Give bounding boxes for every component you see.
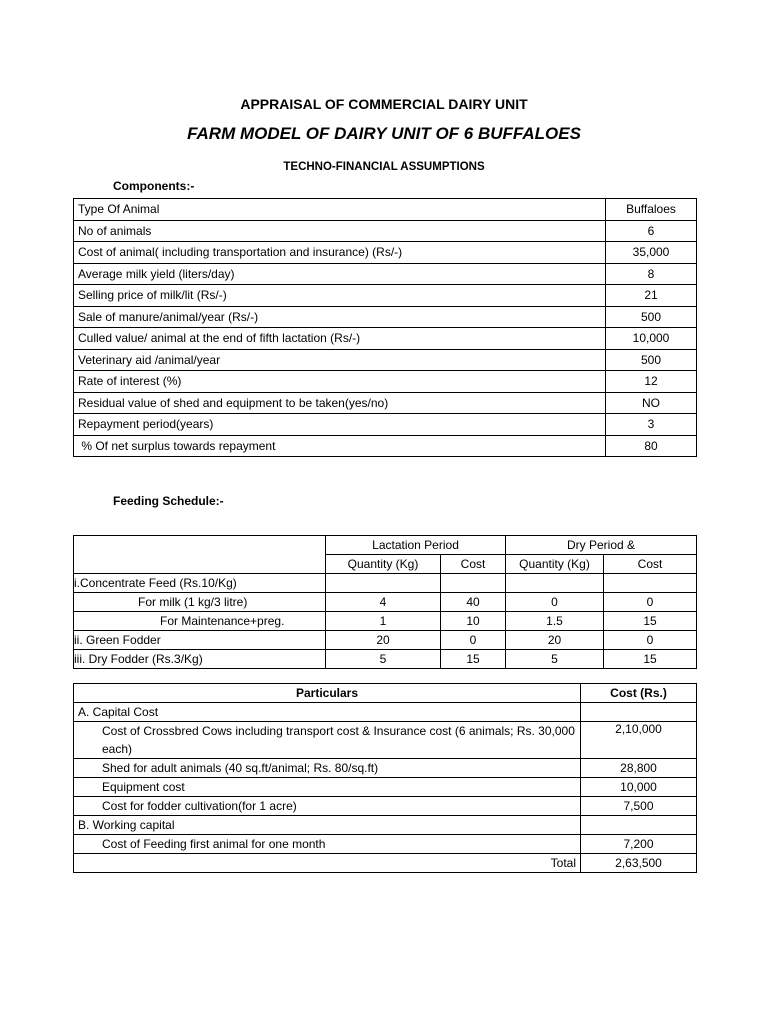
value-cell: 80 <box>606 435 697 457</box>
particular-cell: Cost for fodder cultivation(for 1 acre) <box>74 797 581 816</box>
param-cell: Culled value/ animal at the end of fifth lactation (Rs/-) <box>74 328 606 350</box>
cost-cell: 7,500 <box>581 797 697 816</box>
dry-cost-cell: 0 <box>604 593 697 612</box>
capital-cost-table <box>73 683 697 873</box>
table-header-row <box>74 199 697 221</box>
table-row <box>74 759 697 778</box>
particular-cell: Equipment cost <box>74 778 581 797</box>
value-cell: 10,000 <box>606 328 697 350</box>
value-cell: 500 <box>606 349 697 371</box>
table-row <box>74 574 697 593</box>
param-cell: Residual value of shed and equipment to be taken(yes/no) <box>74 392 606 414</box>
table-row <box>74 593 697 612</box>
table-header-row <box>74 684 697 703</box>
table-row <box>74 349 697 371</box>
assumptions-table <box>73 198 697 457</box>
empty-cell <box>581 703 697 722</box>
item-cell: iii. Dry Fodder (Rs.3/Kg) <box>74 650 326 669</box>
working-capital-label: B. Working capital <box>74 816 581 835</box>
table-row <box>74 263 697 285</box>
dry-cost-cell <box>604 574 697 593</box>
empty-cell <box>581 816 697 835</box>
value-cell: 3 <box>606 414 697 436</box>
lactation-cost-cell: 15 <box>441 650 506 669</box>
lactation-qty-cell <box>326 574 441 593</box>
table-row <box>74 835 697 854</box>
table-row <box>74 722 697 759</box>
table-row <box>74 650 697 669</box>
cost-header: Cost (Rs.) <box>581 684 697 703</box>
cost-cell: 10,000 <box>581 778 697 797</box>
value-cell: NO <box>606 392 697 414</box>
param-cell: % Of net surplus towards repayment <box>74 435 606 457</box>
param-cell: Repayment period(years) <box>74 414 606 436</box>
table-row <box>74 242 697 264</box>
document-title: APPRAISAL OF COMMERCIAL DAIRY UNIT <box>240 96 528 112</box>
total-value: 2,63,500 <box>581 854 697 873</box>
lactation-period-header: Lactation Period <box>326 536 506 555</box>
param-cell: Veterinary aid /animal/year <box>74 349 606 371</box>
total-label: Total <box>74 854 581 873</box>
empty-header-cell <box>74 536 326 574</box>
value-cell: 8 <box>606 263 697 285</box>
table-row <box>74 285 697 307</box>
lactation-qty-cell: 5 <box>326 650 441 669</box>
param-cell: Selling price of milk/lit (Rs/-) <box>74 285 606 307</box>
lactation-qty-cell: 1 <box>326 612 441 631</box>
cost-cell: 2,10,000 <box>581 722 697 759</box>
table-row <box>74 220 697 242</box>
lactation-qty-cell: 4 <box>326 593 441 612</box>
dry-qty-cell: 0 <box>506 593 604 612</box>
value-cell: 500 <box>606 306 697 328</box>
table-row <box>74 435 697 457</box>
item-cell: i.Concentrate Feed (Rs.10/Kg) <box>74 574 326 593</box>
lactation-cost-cell: 40 <box>441 593 506 612</box>
cost-header: Cost <box>441 555 506 574</box>
param-cell: Rate of interest (%) <box>74 371 606 393</box>
item-cell: For milk (1 kg/3 litre) <box>74 593 326 612</box>
value-cell: 12 <box>606 371 697 393</box>
dry-cost-cell: 15 <box>604 612 697 631</box>
table-row <box>74 414 697 436</box>
table-row <box>74 371 697 393</box>
quantity-header: Quantity (Kg) <box>506 555 604 574</box>
dry-period-header: Dry Period & <box>506 536 697 555</box>
quantity-header: Quantity (Kg) <box>326 555 441 574</box>
dry-qty-cell: 1.5 <box>506 612 604 631</box>
particulars-header: Particulars <box>74 684 581 703</box>
dry-cost-cell: 15 <box>604 650 697 669</box>
value-cell: 6 <box>606 220 697 242</box>
table-row <box>74 392 697 414</box>
param-cell: No of animals <box>74 220 606 242</box>
table-row <box>74 631 697 650</box>
dry-cost-cell: 0 <box>604 631 697 650</box>
table-row <box>74 797 697 816</box>
lactation-cost-cell: 0 <box>441 631 506 650</box>
capital-cost-label: A. Capital Cost <box>74 703 581 722</box>
dry-qty-cell <box>506 574 604 593</box>
dry-qty-cell: 5 <box>506 650 604 669</box>
lactation-cost-cell: 10 <box>441 612 506 631</box>
table-header-row <box>74 536 697 555</box>
table-row <box>74 306 697 328</box>
particular-cell: Shed for adult animals (40 sq.ft/animal; Rs. 80/sq.ft) <box>74 759 581 778</box>
param-cell: Cost of animal( including transportation and insurance) (Rs/-) <box>74 242 606 264</box>
table-row <box>74 612 697 631</box>
particular-cell: Cost of Crossbred Cows including transport cost & Insurance cost (6 animals; Rs. 30,000 each) <box>74 722 581 759</box>
section-row <box>74 816 697 835</box>
table-row <box>74 778 697 797</box>
cost-cell: 28,800 <box>581 759 697 778</box>
value-cell: 21 <box>606 285 697 307</box>
table-row <box>74 328 697 350</box>
param-cell: Average milk yield (liters/day) <box>74 263 606 285</box>
feeding-schedule-label: Feeding Schedule:- <box>113 494 224 508</box>
value-cell: 35,000 <box>606 242 697 264</box>
components-label: Components:- <box>113 179 195 193</box>
item-cell: ii. Green Fodder <box>74 631 326 650</box>
param-cell: Sale of manure/animal/year (Rs/-) <box>74 306 606 328</box>
header-param: Type Of Animal <box>74 199 606 221</box>
section-row <box>74 703 697 722</box>
header-value: Buffaloes <box>606 199 697 221</box>
lactation-cost-cell <box>441 574 506 593</box>
lactation-qty-cell: 20 <box>326 631 441 650</box>
document-subtitle: FARM MODEL OF DAIRY UNIT OF 6 BUFFALOES <box>187 124 581 143</box>
particular-cell: Cost of Feeding first animal for one month <box>74 835 581 854</box>
dry-qty-cell: 20 <box>506 631 604 650</box>
cost-cell: 7,200 <box>581 835 697 854</box>
feeding-table <box>73 535 697 669</box>
total-row <box>74 854 697 873</box>
cost-header: Cost <box>604 555 697 574</box>
section-heading: TECHNO-FINANCIAL ASSUMPTIONS <box>283 161 485 173</box>
item-cell: For Maintenance+preg. <box>74 612 326 631</box>
